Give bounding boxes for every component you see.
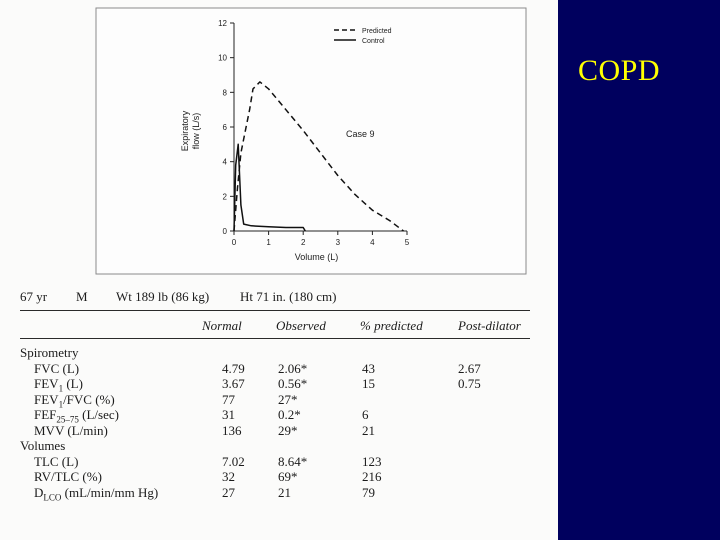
- chart-annotation: Case 9: [346, 129, 375, 139]
- y-tick-label: 0: [222, 227, 227, 236]
- table-row-label: $FEV_1$ (L): [34, 376, 83, 394]
- x-tick-label: 2: [300, 238, 306, 247]
- y-axis-label-line2: flow (L/s): [191, 112, 201, 150]
- patient-weight: Wt 189 lb (86 kg): [116, 289, 210, 304]
- table-cell-observed: 0.56*: [278, 376, 308, 391]
- patient-sex: M: [76, 289, 88, 304]
- table-row-label: $D_{LCO}$ (mL/min/mm Hg): [34, 484, 159, 503]
- table-section-label: Spirometry: [20, 345, 79, 360]
- table-row-label: FVC (L): [34, 360, 80, 376]
- table-row-label: MVV (L/min): [34, 422, 108, 438]
- table-cell-percent-predicted: 15: [362, 376, 375, 391]
- table-cell-observed: 21: [278, 484, 291, 500]
- x-tick-label: 5: [404, 238, 410, 247]
- table-cell-percent-predicted: 43: [362, 360, 375, 376]
- table-cell-post-dilator: 0.75: [458, 376, 481, 391]
- y-axis-label-line1: Expiratory: [180, 110, 190, 152]
- y-tick-label: 8: [222, 88, 227, 98]
- table-cell-observed: 8.64*: [278, 453, 308, 469]
- y-tick-label: 12: [218, 19, 227, 28]
- table-cell-normal: 136: [222, 422, 242, 438]
- table-cell-observed: 27*: [278, 391, 298, 407]
- table-cell-normal: 27: [222, 484, 235, 500]
- table-cell-normal: 77: [222, 391, 235, 407]
- y-tick-label: 6: [222, 123, 227, 132]
- y-tick-label: 2: [222, 192, 227, 202]
- x-tick-label: 1: [266, 238, 271, 247]
- pulmonary-function-table: [20, 288, 540, 528]
- legend-label-predicted: Predicted: [362, 28, 392, 35]
- x-tick-label: 0: [231, 238, 237, 247]
- table-row-label: $FEV_1$/FVC (%): [34, 391, 115, 410]
- table-cell-normal: 3.67: [222, 376, 245, 391]
- table-cell-percent-predicted: 6: [362, 407, 369, 422]
- header-post-dilator: Post-dilator: [458, 318, 521, 333]
- legend-label-control: Control: [362, 38, 385, 45]
- slide-title: COPD: [578, 54, 661, 87]
- table-cell-post-dilator: 2.67: [458, 360, 481, 376]
- table-cell-observed: 29*: [278, 422, 298, 438]
- table-row-label: RV/TLC (%): [34, 469, 102, 484]
- table-cell-percent-predicted: 21: [362, 422, 375, 438]
- header-normal: Normal: [202, 318, 242, 333]
- table-cell-normal: 31: [222, 407, 235, 422]
- y-tick-label: 4: [222, 157, 227, 167]
- table-cell-normal: 32: [222, 469, 235, 484]
- table-row-label: TLC (L): [34, 453, 79, 469]
- table-row-label: $FEF_{25-75}$ (L/sec): [34, 407, 119, 425]
- table-cell-percent-predicted: 79: [362, 484, 375, 500]
- table-cell-observed: 69*: [278, 469, 298, 484]
- table-cell-normal: 7.02: [222, 453, 245, 469]
- patient-age: 67 yr: [20, 289, 48, 304]
- table-rule-top: [20, 310, 530, 311]
- x-axis-label: Volume (L): [294, 252, 339, 262]
- table-cell-observed: 2.06*: [278, 360, 308, 376]
- header-percent-predicted: % predicted: [360, 318, 423, 333]
- table-cell-observed: 0.2*: [278, 407, 301, 422]
- patient-height: Ht 71 in. (180 cm): [240, 289, 337, 304]
- table-cell-percent-predicted: 216: [362, 469, 382, 484]
- table-rule-header: [20, 338, 530, 339]
- x-tick-label: 4: [370, 238, 375, 247]
- table-section-label: Volumes: [20, 438, 66, 453]
- table-cell-percent-predicted: 123: [362, 453, 382, 469]
- table-cell-normal: 4.79: [222, 360, 245, 376]
- header-observed: Observed: [276, 318, 326, 333]
- flow-volume-chart: [0, 0, 558, 290]
- y-tick-label: 10: [218, 53, 227, 63]
- x-tick-label: 3: [335, 238, 341, 247]
